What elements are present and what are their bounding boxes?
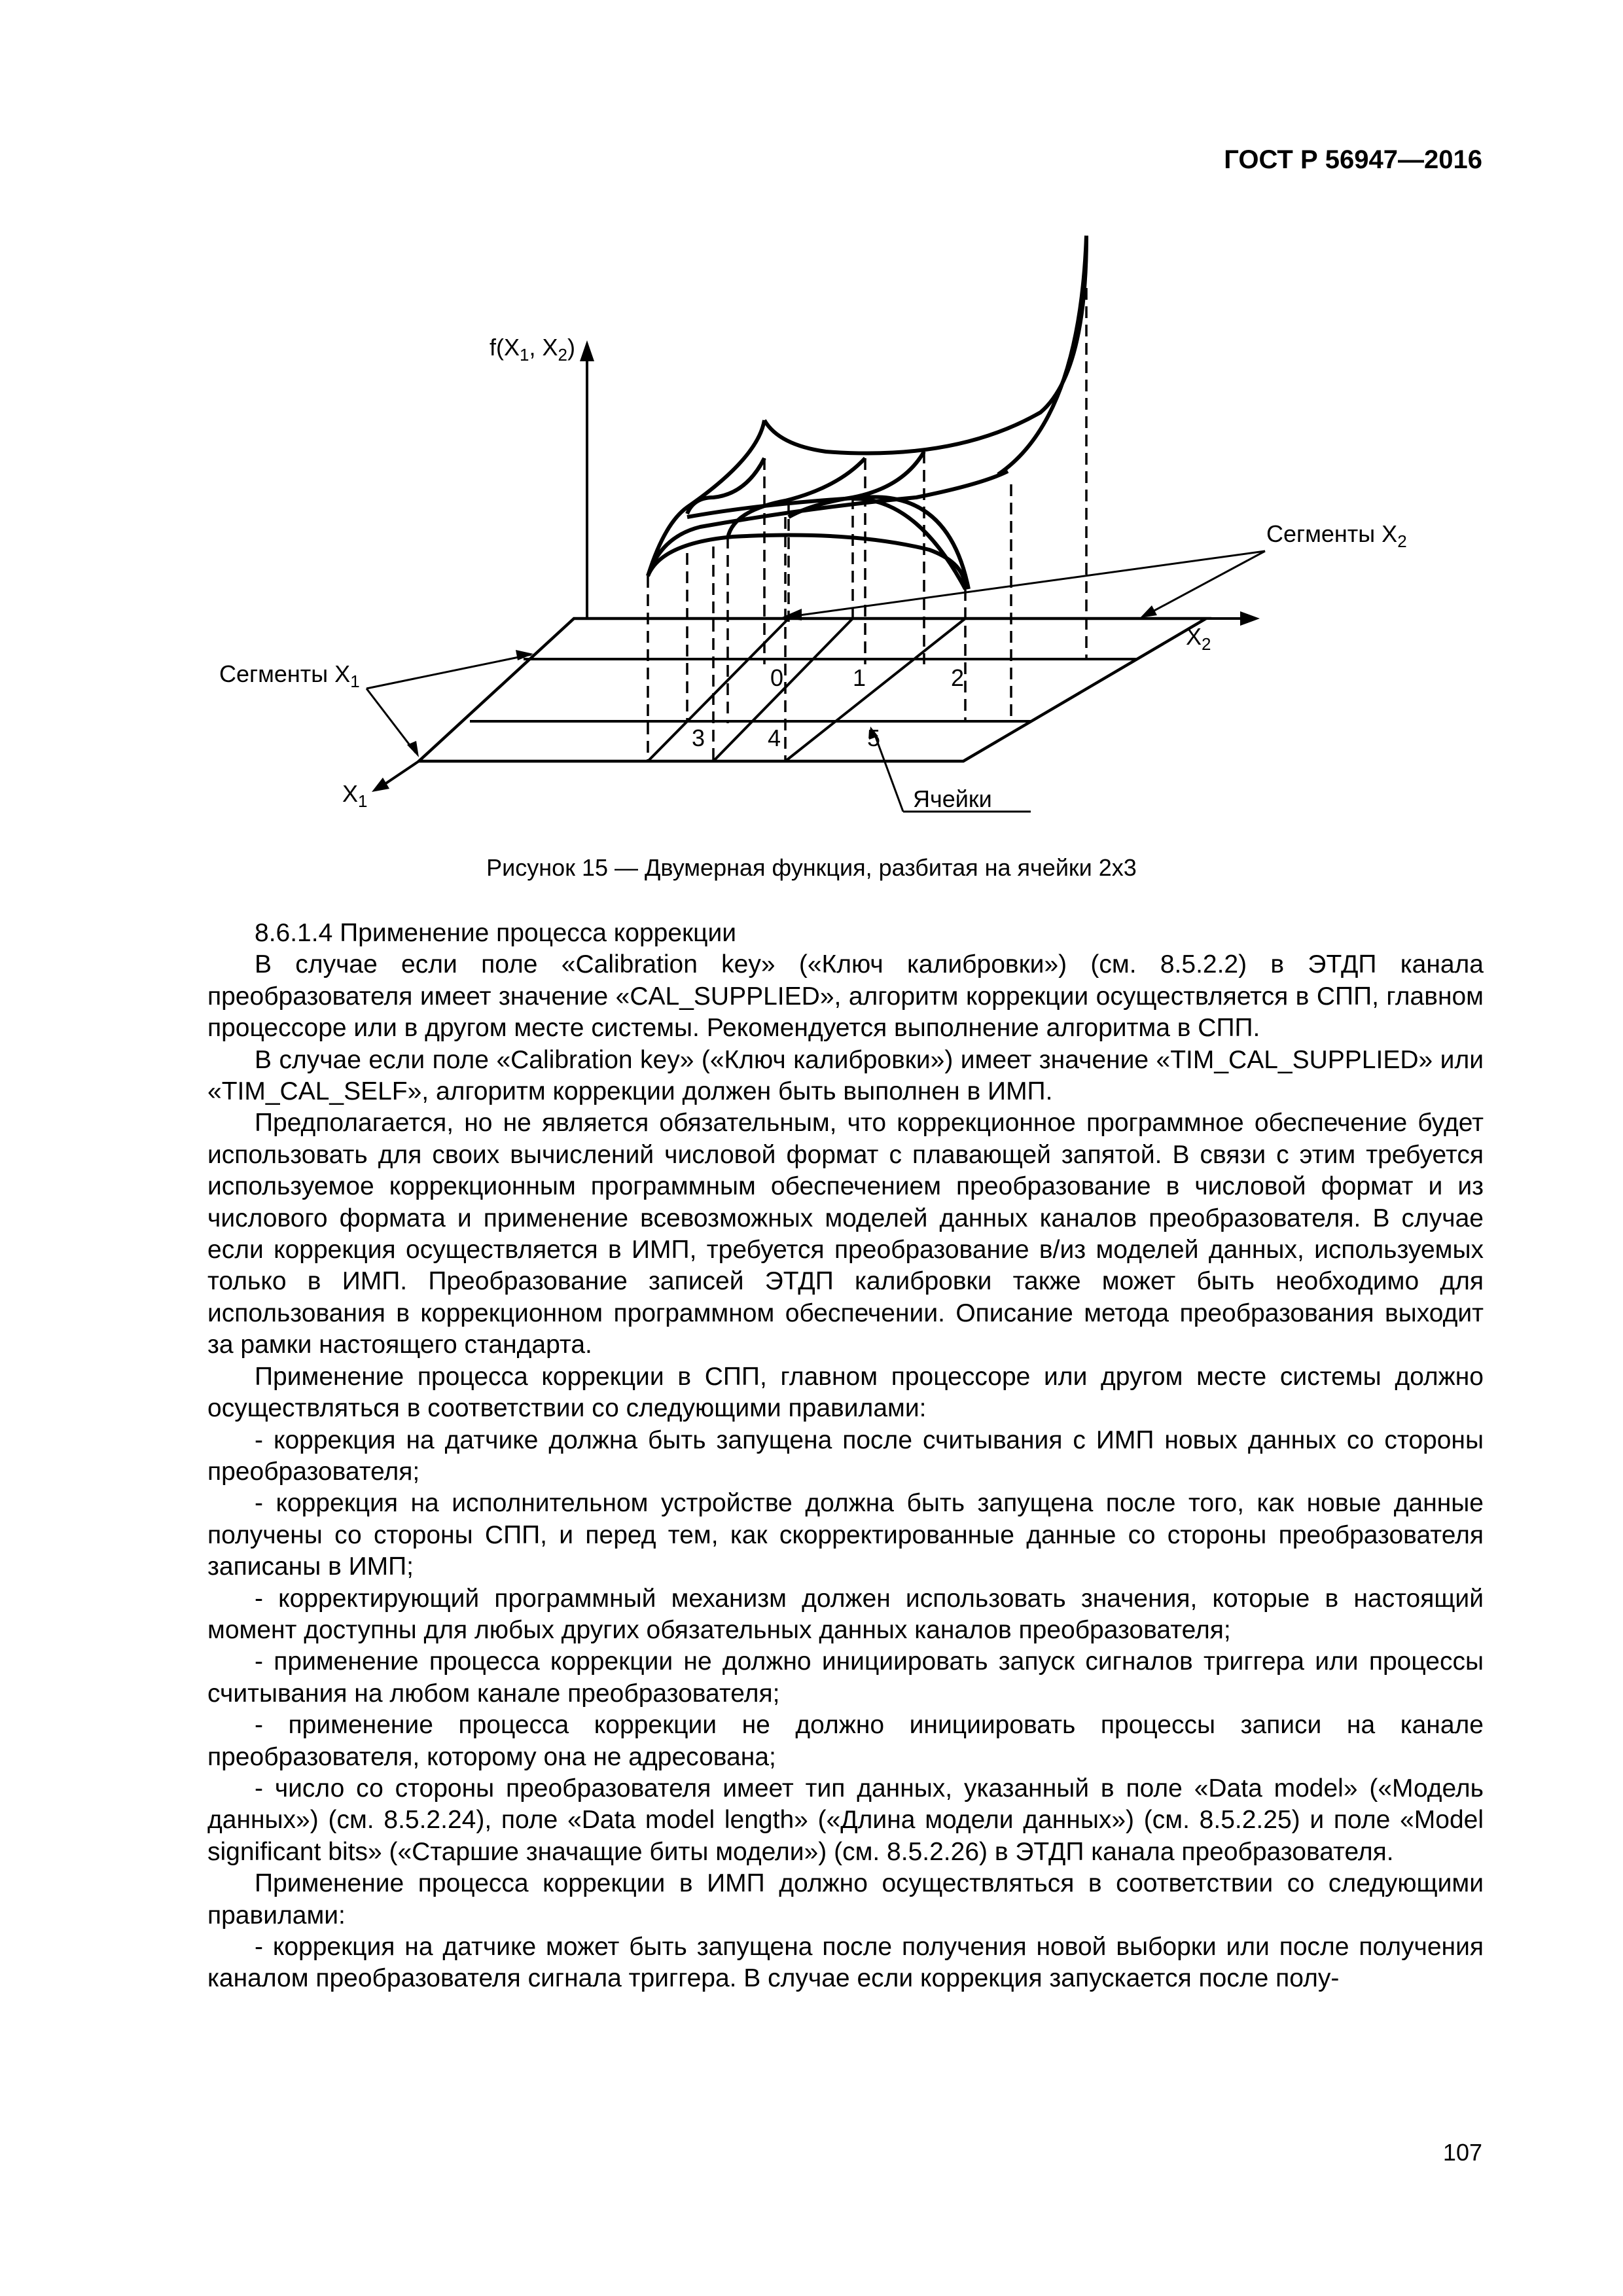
list-item: - коррекция на датчике может быть запущена после получения новой выборки или после получения каналом преобразователя сигнала триггера. В случае если коррекция запускается после полу- [207, 1933, 1484, 1993]
segments-x2-leader-1 [785, 551, 1265, 617]
figure-caption: Рисунок 15 — Двумерная функция, разбитая на ячейки 2x3 [486, 854, 1137, 881]
segments-x1-leader-1 [366, 655, 531, 689]
x2-axis-arrow [1240, 611, 1260, 626]
segments-x1-label: Сегменты $X_1$ [219, 660, 360, 691]
list-item: - применение процесса коррекции не должно инициировать запуск сигналов триггера или процессы считывания на любом канале преобразователя; [207, 1647, 1484, 1708]
segments-x2-label: Сегменты $X_2$ [1266, 520, 1407, 551]
surface-front-curve [648, 535, 965, 590]
surface-cross-curve-2 [789, 452, 924, 517]
surface-mid-curve-2 [687, 497, 969, 589]
cell-number-0: 0 [770, 664, 784, 691]
paragraph: В случае если поле «Calibration key» («Ключ калибровки») (см. 8.5.2.2) в ЭТДП канала преобразователя имеет значение «CAL_SUPPLIED», алгоритм коррекции осуществляется в СПП, главном процессоре или в другом месте системы. Рекомендуется выполнение алгоритма в СПП. [207, 950, 1484, 1043]
cells-label: Ячейки [913, 785, 992, 812]
y-axis-label: $f(X_1$, $X_2$) [490, 334, 575, 365]
paragraph: В случае если поле «Calibration key» («Ключ калибровки») имеет значение «TIM_CAL_SUPPLIED» или «TIM_CAL_SELF», алгоритм коррекции должен быть выполнен в ИМП. [207, 1045, 1484, 1106]
paragraph: Применение процесса коррекции в ИМП должно осуществляться в соответствии со следующими правилами: [207, 1869, 1484, 1929]
section-heading: 8.6.1.4 Применение процесса коррекции [255, 919, 737, 947]
y-axis-arrow [580, 340, 594, 361]
segments-x2-leader-2 [1142, 551, 1265, 617]
figure-2d-function [0, 0, 1623, 851]
cell-number-4: 4 [768, 725, 781, 751]
list-item: - число со стороны преобразователя имеет тип данных, указанный в поле «Data model» («Модель данных») (см. 8.5.2.24), поле «Data model length» («Длина модели данных») (см. 8.5.2.25) и поле «Model significant bits» («Старшие значащие биты модели») (см. 8.5.2.26) в ЭТДП канала преобразователя. [207, 1774, 1484, 1866]
list-item: - применение процесса коррекции не должно инициировать процессы записи на канале преобразователя, которому она не адресована; [207, 1711, 1484, 1771]
list-item: - коррекция на исполнительном устройстве должна быть запущена после того, как новые данные получены со стороны СПП, и перед тем, как скорректированные данные со стороны преобразователя записаны в ИМП; [207, 1489, 1484, 1581]
function-diagram [0, 0, 1623, 851]
cell-number-5: 5 [867, 725, 881, 751]
x2-axis-label: $X_2$ [1186, 623, 1211, 654]
cell-number-2: 2 [951, 664, 965, 691]
paragraph: Применение процесса коррекции в СПП, главном процессоре или другом месте системы должно осуществляться в соответствии со следующими правилами: [207, 1362, 1484, 1423]
surface-back-curve [764, 236, 1086, 454]
segments-x2-arrow-2 [1140, 605, 1157, 618]
body-text [207, 918, 1484, 1995]
segments-x1-leader-2 [366, 689, 416, 753]
page-number: 107 [1442, 2139, 1482, 2166]
paragraph: Предполагается, но не является обязательным, что коррекционное программное обеспечение будет использовать для своих вычислений числовой формат с плавающей запятой. В связи с этим требуется используемое коррекционным программным обеспечением преобразование в числовой формат и из числового формата и применение всевозможных моделей данных каналов преобразователя. В случае если коррекция осуществляется в ИМП, требуется преобразование в/из моделей данных, используемых только в ИМП. Преобразование записей ЭТДП калибровки также может быть необходимо для использования в коррекционном программном обеспечении. Описание метода преобразования выходит за рамки настоящего стандарта. [207, 1109, 1484, 1359]
x1-axis-label: $X_1$ [342, 780, 368, 811]
list-item: - коррекция на датчике должна быть запущена после считывания с ИМП новых данных со стороны преобразователя; [207, 1426, 1484, 1486]
cell-number-3: 3 [692, 725, 705, 751]
cell-number-1: 1 [853, 664, 866, 691]
x1-axis-line [383, 761, 419, 785]
list-item: - корректирующий программный механизм должен использовать значения, которые в настоящий момент доступны для любых других обязательных данных каналов преобразователя; [207, 1584, 1484, 1644]
x1-axis-arrow [372, 778, 389, 792]
document-header: ГОСТ Р 56947—2016 [1224, 145, 1482, 174]
